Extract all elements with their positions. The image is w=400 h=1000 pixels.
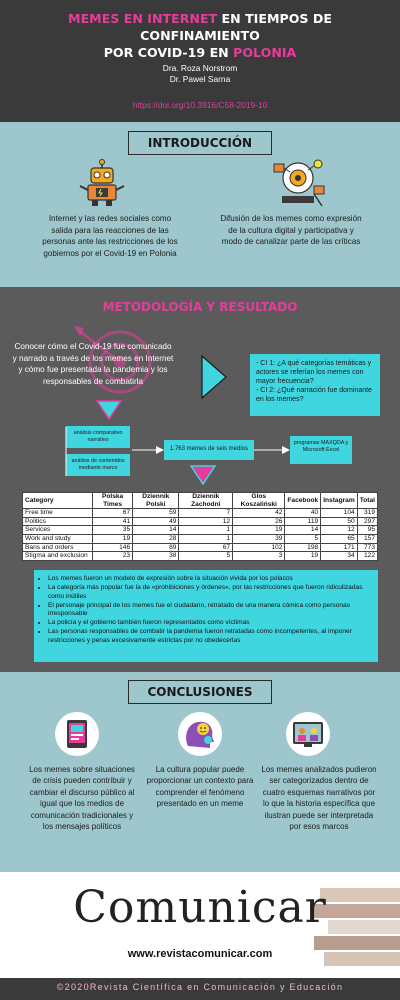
table-row-label: Politics: [23, 517, 93, 526]
conclusion-3: Los memes analizados pudieron ser categorizados dentro de cuatro esquemas narrativos por lo que la historia específica que ilustran puede ser interpretada por esos marcos: [261, 765, 377, 832]
table-header: Polska Times: [93, 493, 133, 509]
table-cell: 38: [133, 552, 179, 561]
methodology-heading: METODOLOGÍA Y RESULTADO: [102, 300, 298, 314]
author-1: Dra. Roza Norstrom: [162, 63, 238, 73]
table-cell: 5: [179, 552, 233, 561]
website-link[interactable]: www.revistacomunicar.com: [127, 948, 273, 960]
table-row-label: Stigma and exclusion: [23, 552, 93, 561]
table-cell: 1: [179, 526, 233, 535]
table-cell: 12: [179, 517, 233, 526]
table-header: Category: [23, 493, 93, 509]
title-white-part-2: POR COVID-19 EN: [103, 45, 234, 60]
table-cell: 198: [285, 543, 321, 552]
flow-box-content: análisis de contenidos mediante marco: [66, 454, 130, 476]
table-cell: 12: [321, 526, 358, 535]
table-row: [23, 509, 378, 518]
table-cell: 50: [321, 517, 358, 526]
culture-icon-circle: [178, 712, 222, 756]
title-pink-part: MEMES EN INTERNET: [68, 11, 218, 26]
title-white-part: EN TIEMPOS DE CONFINAMIENTO: [140, 11, 332, 43]
table-cell: 146: [93, 543, 133, 552]
flow-box-comparative: análisis comparativo narrativo: [66, 426, 130, 448]
video-call-icon: [286, 712, 330, 756]
robot-icon: [74, 158, 130, 208]
table-cell: 5: [285, 534, 321, 543]
table-cell: 42: [233, 509, 285, 518]
head-emoji-icon: [178, 712, 222, 756]
result-item: • Las personas responsables de combatir la pandemia fueron retratadas como incompetentes, al imponer restricciones y penas excesivamente estrictas por no obedecerlas: [48, 628, 372, 645]
table-row: [23, 534, 378, 543]
table-cell: 773: [357, 543, 377, 552]
table-header: Glos Koszaliński: [233, 493, 285, 509]
table-header: Dziennik Zachodni: [179, 493, 233, 509]
table-cell: 65: [321, 534, 358, 543]
results-table: [22, 492, 378, 561]
table-cell: 34: [321, 552, 358, 561]
research-questions-box: [250, 354, 380, 416]
table-cell: 3: [233, 552, 285, 561]
table-row-label: Bans and orders: [23, 543, 93, 552]
meme-icon-circle: [55, 712, 99, 756]
table-header-row: [23, 493, 378, 509]
table-cell: 157: [357, 534, 377, 543]
intro-heading: INTRODUCCIÓN: [128, 131, 272, 155]
copyright-text: ©2020Revista Científica en Comunicación y Educación: [56, 982, 344, 992]
result-item: • La categoría más popular fue la de «prohibiciones y órdenes», por las restricciones que fueron ridiculizadas como inútiles: [48, 584, 372, 601]
table-cell: 41: [93, 517, 133, 526]
title-pink-part-2: POLONIA: [233, 45, 297, 60]
results-list: [34, 570, 378, 662]
screen-icon-circle: [286, 712, 330, 756]
table-row: [23, 526, 378, 535]
table-header: Dziennik Polski: [133, 493, 179, 509]
table-cell: 1: [179, 534, 233, 543]
table-cell: 67: [179, 543, 233, 552]
table-row: [23, 543, 378, 552]
table-cell: 26: [233, 517, 285, 526]
table-cell: 122: [357, 552, 377, 561]
table-cell: 319: [357, 509, 377, 518]
flow-connector: [60, 424, 170, 480]
arrow-down-icon: [96, 400, 122, 420]
page-title: [8, 10, 392, 61]
table-row-label: Work and study: [23, 534, 93, 543]
result-item: • El personaje principal de los memes fue el ciudadano, retratado de una manera cómica como personas irresponsable: [48, 602, 372, 619]
table-cell: 19: [233, 526, 285, 535]
flow-arrow-right: [254, 444, 290, 456]
table-cell: 104: [321, 509, 358, 518]
table-cell: 35: [93, 526, 133, 535]
table-cell: 102: [233, 543, 285, 552]
table-cell: 39: [233, 534, 285, 543]
table-cell: 89: [133, 543, 179, 552]
table-row: [23, 517, 378, 526]
table-cell: 14: [133, 526, 179, 535]
table-cell: 119: [285, 517, 321, 526]
arrow-down-icon-2: [190, 465, 216, 485]
conclusion-1: Los memes sobre situaciones de crisis pueden contribuir y cambiar el discurso público al igual que los medios de comunicación tradicionales y los mensajes políticos: [29, 765, 135, 832]
table-cell: 19: [285, 552, 321, 561]
question-1: - CI 1: ¿A qué categorías temáticas y actores se referían los memes con mayor frecuencia?: [256, 360, 372, 385]
table-header: Total: [357, 493, 377, 509]
author-2: Dr. Pawel Sarna: [169, 74, 231, 84]
table-cell: 171: [321, 543, 358, 552]
flow-box-software: programas MAXQDA y Microsoft Excel: [290, 436, 352, 464]
intro-right-text: Difusión de los memes como expresión de la cultura digital y participativa y modo de canalizar parte de las críticas: [220, 214, 362, 246]
brand-logo: Comunicar: [73, 882, 327, 933]
flow-box-sample: 1.763 memes de seis medios: [164, 440, 254, 460]
table-cell: 297: [357, 517, 377, 526]
table-cell: 19: [93, 534, 133, 543]
methodology-objective: Conocer cómo el Covid-19 fue comunicado y narrado a través de los memes en Internet y cómo fue presentada la pandemia y los responsables de combatirla: [12, 342, 174, 386]
table-header: Facebook: [285, 493, 321, 509]
table-cell: 23: [93, 552, 133, 561]
conclusions-heading: CONCLUSIONES: [128, 680, 272, 704]
doi-link[interactable]: https://doi.org/10.3916/C58-2019-10: [132, 100, 268, 110]
table-row-label: Services: [23, 526, 93, 535]
table-row: [23, 552, 378, 561]
table-cell: 49: [133, 517, 179, 526]
table-cell: 95: [357, 526, 377, 535]
intro-left-text: Internet y las redes sociales como salida para las reacciones de las personas ante las restricciones de los gobiernos por el Covid-19 en Polonia: [42, 214, 178, 258]
question-2: - CI 2: ¿Qué narración fue dominante en los memes?: [256, 387, 372, 403]
table-cell: 67: [93, 509, 133, 518]
table-cell: 28: [133, 534, 179, 543]
table-cell: 14: [285, 526, 321, 535]
result-item: • La policía y el gobierno también fueron representados como víctimas: [48, 619, 372, 628]
table-cell: 40: [285, 509, 321, 518]
table-row-label: Free time: [23, 509, 93, 518]
digital-culture-icon: [268, 156, 328, 210]
table-cell: 59: [133, 509, 179, 518]
meme-phone-icon: [55, 712, 99, 756]
play-arrow-icon: [200, 354, 228, 400]
conclusion-2: La cultura popular puede proporcionar un contexto para comprender el fenómeno presentado en un meme: [146, 765, 254, 809]
table-cell: 7: [179, 509, 233, 518]
table-header: Instagram: [321, 493, 358, 509]
result-item: • Los memes fueron un modelo de expresión sobre la situación vivida por los polacos: [48, 575, 372, 584]
